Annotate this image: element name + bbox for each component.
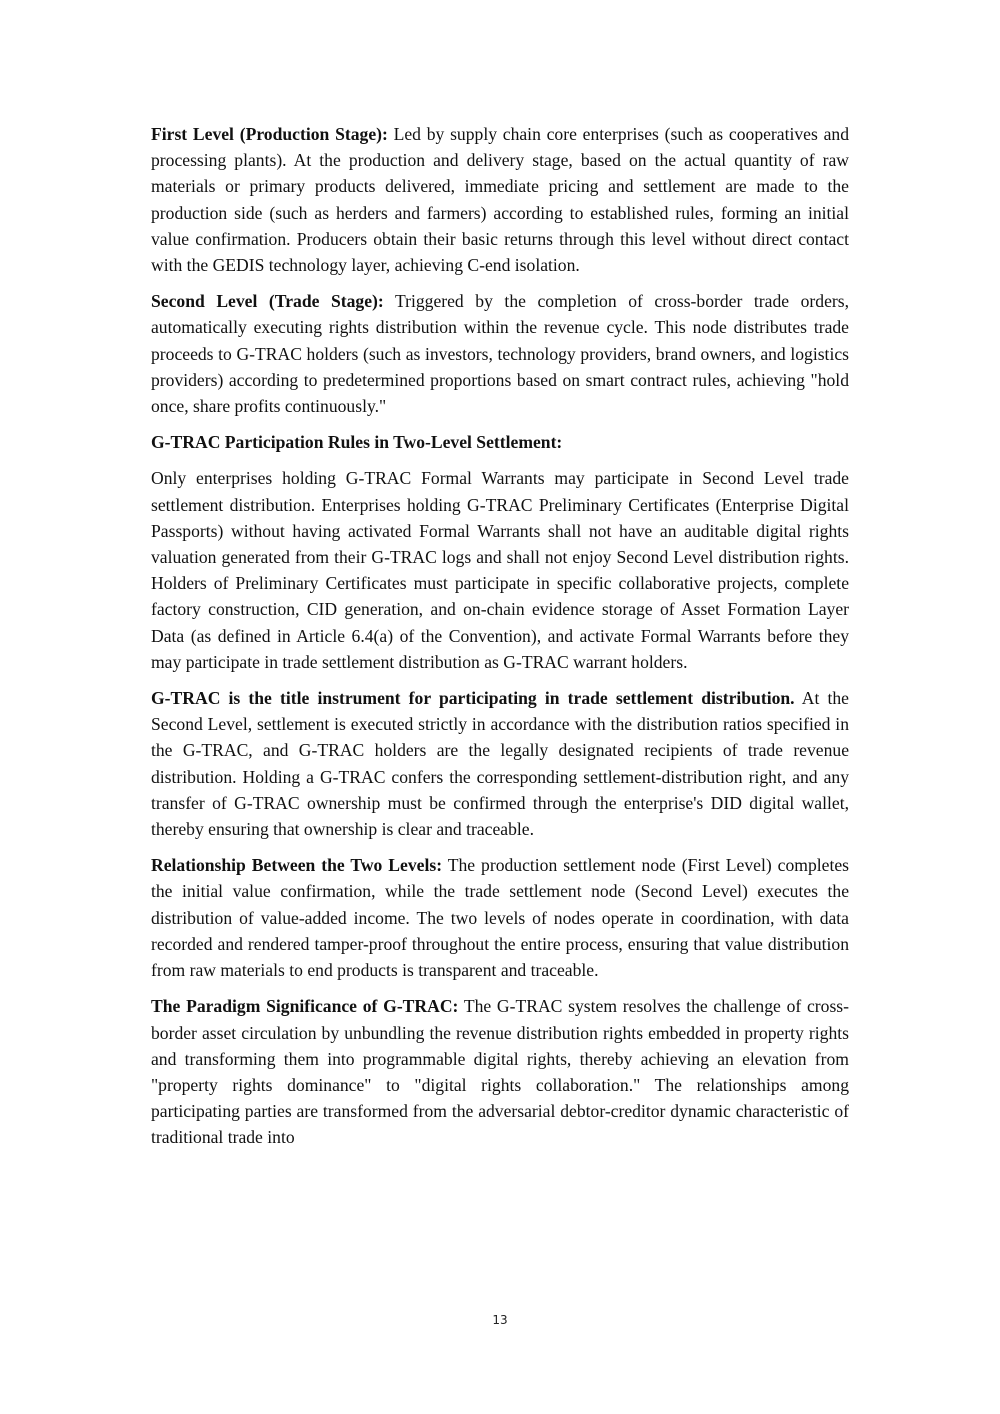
paragraph-lead: Relationship Between the Two Levels: — [151, 855, 443, 876]
paragraph-lead: First Level (Production Stage): — [151, 124, 388, 144]
paragraph-relationship — [151, 852, 849, 983]
paragraph-lead: G-TRAC is the title instrument for participating in trade settlement distribution. — [151, 688, 795, 709]
paragraph-lead: The Paradigm Significance of G-TRAC: — [151, 996, 459, 1017]
paragraph-text: Triggered by the completion of cross-border trade orders, automatically executing rights distribution within the revenue cycle. This node distributes trade proceeds to G-TRAC holders (such as investors, technology providers, brand owners, and logistics providers) according to predetermined proportions based on smart contract rules, achieving "hold once, share profits continuously." — [151, 291, 849, 417]
paragraph-text: At the Second Level, settlement is executed strictly in accordance with the distribution ratios specified in the G-TRAC, and G-TRAC holders are the legally designated recipients of trade revenue distribution. Holding a G-TRAC confers the corresponding settlement-distribution right, and any transfer of G-TRAC ownership must be confirmed through the enterprise's DID digital wallet, thereby ensuring that ownership is clear and traceable. — [151, 688, 849, 840]
paragraph-paradigm — [151, 993, 849, 1150]
paragraph-second-level — [151, 288, 849, 419]
page-number: 13 — [492, 1313, 508, 1327]
paragraph-text: Led by supply chain core enterprises (such as cooperatives and processing plants). At the production and delivery stage, based on the actual quantity of raw materials or primary products delivered, immediate pricing and settlement are made to the production side (such as herders and farmers) according to established rules, forming an initial value confirmation. Producers obtain their basic returns through this level without direct contact with the GEDIS technology layer, achieving C-end isolation. — [151, 124, 849, 276]
paragraph-first-level — [151, 121, 849, 278]
paragraph-text: The production settlement node (First Level) completes the initial value confirmation, while the trade settlement node (Second Level) executes the distribution of value-added income. The two levels of nodes operate in coordination, with data recorded and rendered tamper-proof throughout the entire process, ensuring that value distribution from raw materials to end products is transparent and traceable. — [151, 855, 850, 981]
paragraph-lead: Second Level (Trade Stage): — [151, 291, 384, 312]
page-body — [151, 121, 849, 1161]
rules-heading: G-TRAC Participation Rules in Two-Level Settlement: — [151, 432, 563, 453]
rules-paragraph: Only enterprises holding G-TRAC Formal Warrants may participate in Second Level trade settlement distribution. Enterprises holding G-TRAC Preliminary Certificates (Enterprise Digital Passports) without having activated Formal Warrants shall not have an auditable digital rights valuation generated from their G-TRAC logs and shall not enjoy Second Level distribution rights. Holders of Preliminary Certificates must participate in specific collaborative projects, complete factory construction, CID generation, and on-chain evidence storage of Asset Formation Layer Data (as defined in Article 6.4(a) of the Convention), and activate Formal Warrants before they may participate in trade settlement distribution as G-TRAC warrant holders. — [151, 468, 849, 672]
paragraph-title-instrument — [151, 685, 849, 842]
paragraph-text: The G-TRAC system resolves the challenge of cross-border asset circulation by unbundling the revenue distribution rights embedded in property rights and transforming them into programmable digital rights, thereby achieving an elevation from "property rights dominance" to "digital rights collaboration." The relationships among participating parties are transformed from the adversarial debtor-creditor dynamic characteristic of traditional trade into — [151, 996, 849, 1148]
